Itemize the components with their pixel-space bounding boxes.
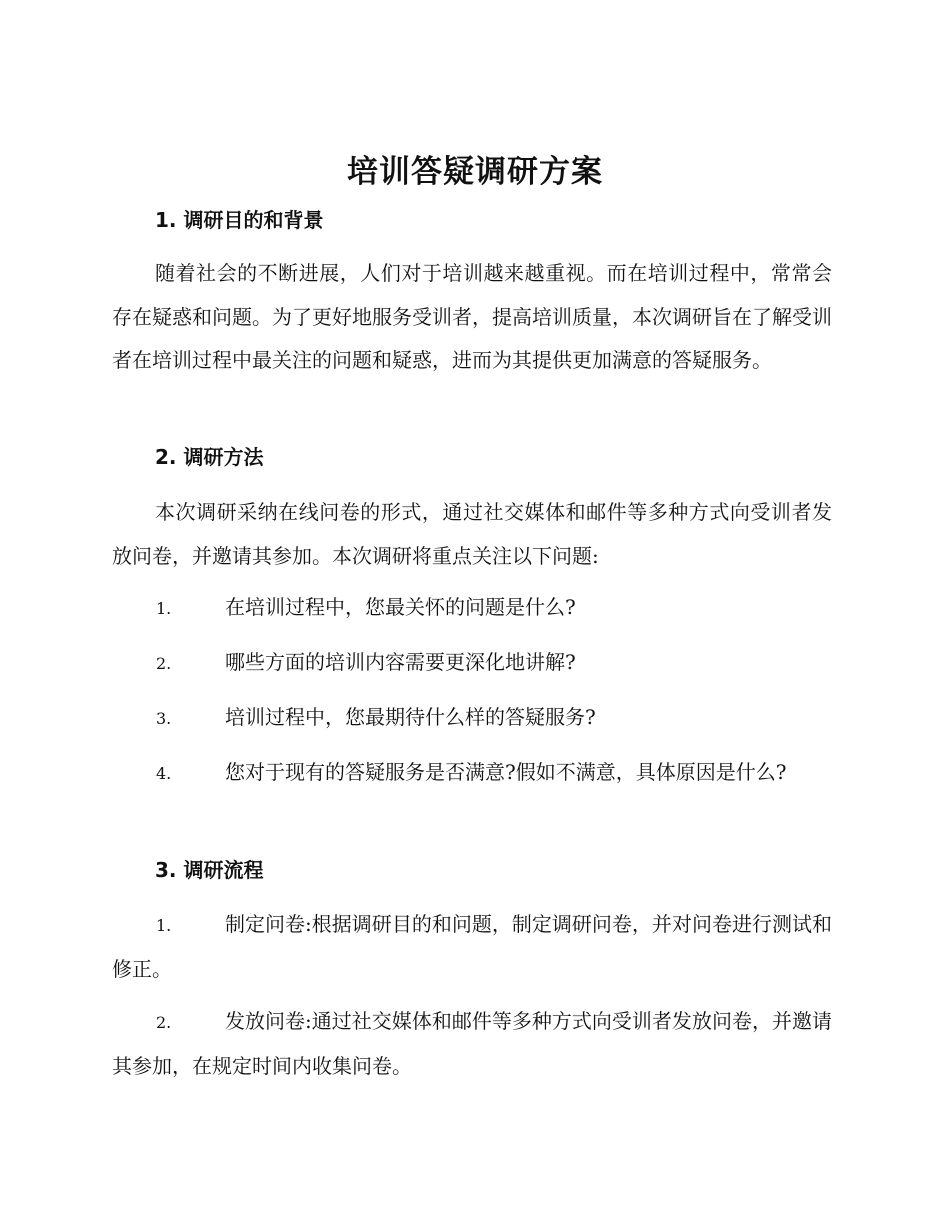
list-item-number: 1. — [156, 599, 172, 618]
list-item-text: 哪些方面的培训内容需要更深化地讲解? — [225, 650, 576, 674]
section-paragraph-2: 本次调研采纳在线问卷的形式，通过社交媒体和邮件等多种方式向受训者发放问卷，并邀请其参加。本次调研将重点关注以下问题: — [112, 500, 832, 568]
list-item-text: 培训过程中，您最期待什么样的答疑服务? — [225, 705, 596, 729]
list-item — [112, 903, 832, 991]
list-item-text: 制定问卷:根据调研目的和问题，制定调研问卷，并对问卷进行测试和修正。 — [112, 912, 832, 981]
list-item-text: 发放问卷:通过社交媒体和邮件等多种方式向受训者发放问卷，并邀请其参加，在规定时间内收集问卷。 — [112, 1009, 832, 1078]
list-item — [112, 586, 832, 631]
list-item-number: 3. — [156, 709, 172, 728]
list-item — [112, 751, 832, 796]
section-heading-1: 1. 调研目的和背景 — [155, 208, 324, 232]
section-paragraph-1: 随着社会的不断进展，人们对于培训越来越重视。而在培训过程中，常常会存在疑惑和问题。为了更好地服务受训者，提高培训质量，本次调研旨在了解受训者在培训过程中最关注的问题和疑惑，进而为其提供更加满意的答疑服务。 — [112, 261, 832, 372]
list-item-number: 2. — [156, 1013, 172, 1032]
list-item-number: 1. — [156, 916, 172, 935]
section-heading-3: 3. 调研流程 — [155, 858, 264, 882]
list-item-text: 您对于现有的答疑服务是否满意?假如不满意，具体原因是什么? — [225, 760, 787, 784]
list-item — [112, 1000, 832, 1088]
document-title: 培训答疑调研方案 — [347, 154, 603, 190]
list-item-number: 2. — [156, 654, 172, 673]
section-heading-2: 2. 调研方法 — [155, 445, 264, 469]
list-item — [112, 641, 832, 686]
list-item — [112, 696, 832, 741]
list-item-number: 4. — [156, 764, 172, 783]
list-item-text: 在培训过程中，您最关怀的问题是什么? — [225, 595, 576, 619]
